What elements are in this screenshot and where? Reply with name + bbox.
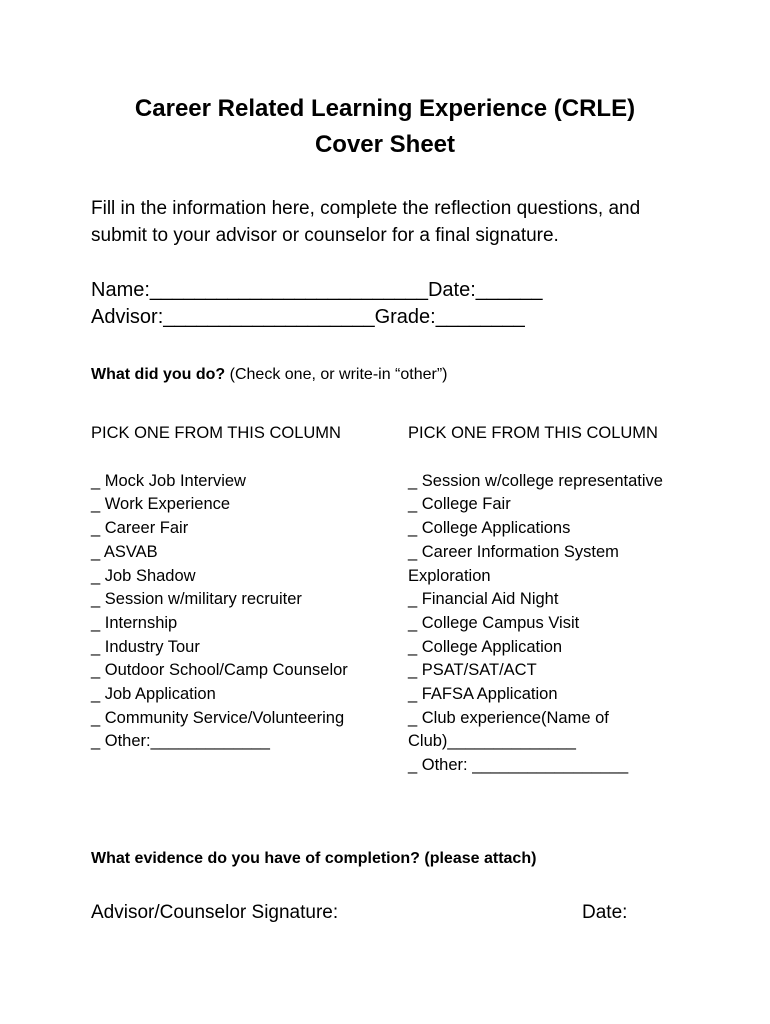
left-activity-option[interactable]: _ Industry Tour (91, 637, 200, 656)
left-column-header: PICK ONE FROM THIS COLUMN (91, 424, 341, 442)
left-activity-option[interactable]: _ Career Fair (91, 519, 189, 538)
right-activity-option[interactable]: _ Career Information System Exploration (408, 542, 619, 585)
left-activity-option[interactable]: _ Session w/military recruiter (91, 590, 302, 609)
left-activity-option[interactable]: _ Job Application (91, 685, 216, 704)
question-what-did-you-do (91, 364, 448, 386)
right-activity-option[interactable]: _ Club experience(Name of Club)______________ (408, 708, 609, 751)
advisor-grade-field[interactable]: Advisor:___________________Grade:________ (91, 306, 525, 328)
left-activity-column (91, 422, 381, 754)
right-activity-option[interactable]: _ College Application (408, 637, 563, 656)
signature-label[interactable]: Advisor/Counselor Signature: (91, 902, 339, 923)
right-activity-option[interactable]: _ College Fair (408, 495, 511, 514)
left-activity-option[interactable]: _ ASVAB (91, 542, 158, 561)
right-activity-option[interactable]: _ PSAT/SAT/ACT (408, 661, 537, 680)
left-activity-option-other[interactable]: _ Other:_____________ (91, 732, 270, 751)
name-date-field[interactable]: Name:_________________________Date:______ (91, 279, 543, 301)
left-activity-option[interactable]: _ Community Service/Volunteering (91, 708, 345, 727)
left-activity-option[interactable]: _ Mock Job Interview (91, 471, 246, 490)
question-what-did-you-do-bold: What did you do? (91, 366, 226, 383)
left-activity-option[interactable]: _ Work Experience (91, 495, 231, 514)
page-title: Career Related Learning Experience (CRLE) (134, 95, 636, 122)
question-what-did-you-do-hint: (Check one, or write-in “other”) (225, 366, 448, 383)
left-activity-option[interactable]: _ Job Shadow (91, 566, 196, 585)
right-activity-list (408, 470, 698, 778)
right-activity-column (408, 422, 698, 778)
left-activity-list (91, 470, 381, 754)
page-subtitle: Cover Sheet (314, 131, 456, 158)
right-activity-option-other[interactable]: _ Other: _________________ (408, 756, 629, 775)
right-activity-option[interactable]: _ FAFSA Application (408, 685, 558, 704)
right-column-header: PICK ONE FROM THIS COLUMN (408, 424, 658, 442)
instructions-text: Fill in the information here, complete the reflection questions, and submit to your advisor or counselor for a final signature. (91, 198, 641, 246)
left-activity-option[interactable]: _ Outdoor School/Camp Counselor (91, 661, 348, 680)
right-activity-option[interactable]: _ College Campus Visit (408, 613, 580, 632)
signature-date-label[interactable]: Date: (582, 902, 628, 923)
left-activity-option[interactable]: _ Internship (91, 613, 178, 632)
right-activity-option[interactable]: _ Financial Aid Night (408, 590, 559, 609)
right-activity-option[interactable]: _ Session w/college representative (408, 471, 663, 490)
right-activity-option[interactable]: _ College Applications (408, 519, 571, 538)
question-evidence: What evidence do you have of completion? (please attach) (91, 850, 537, 867)
